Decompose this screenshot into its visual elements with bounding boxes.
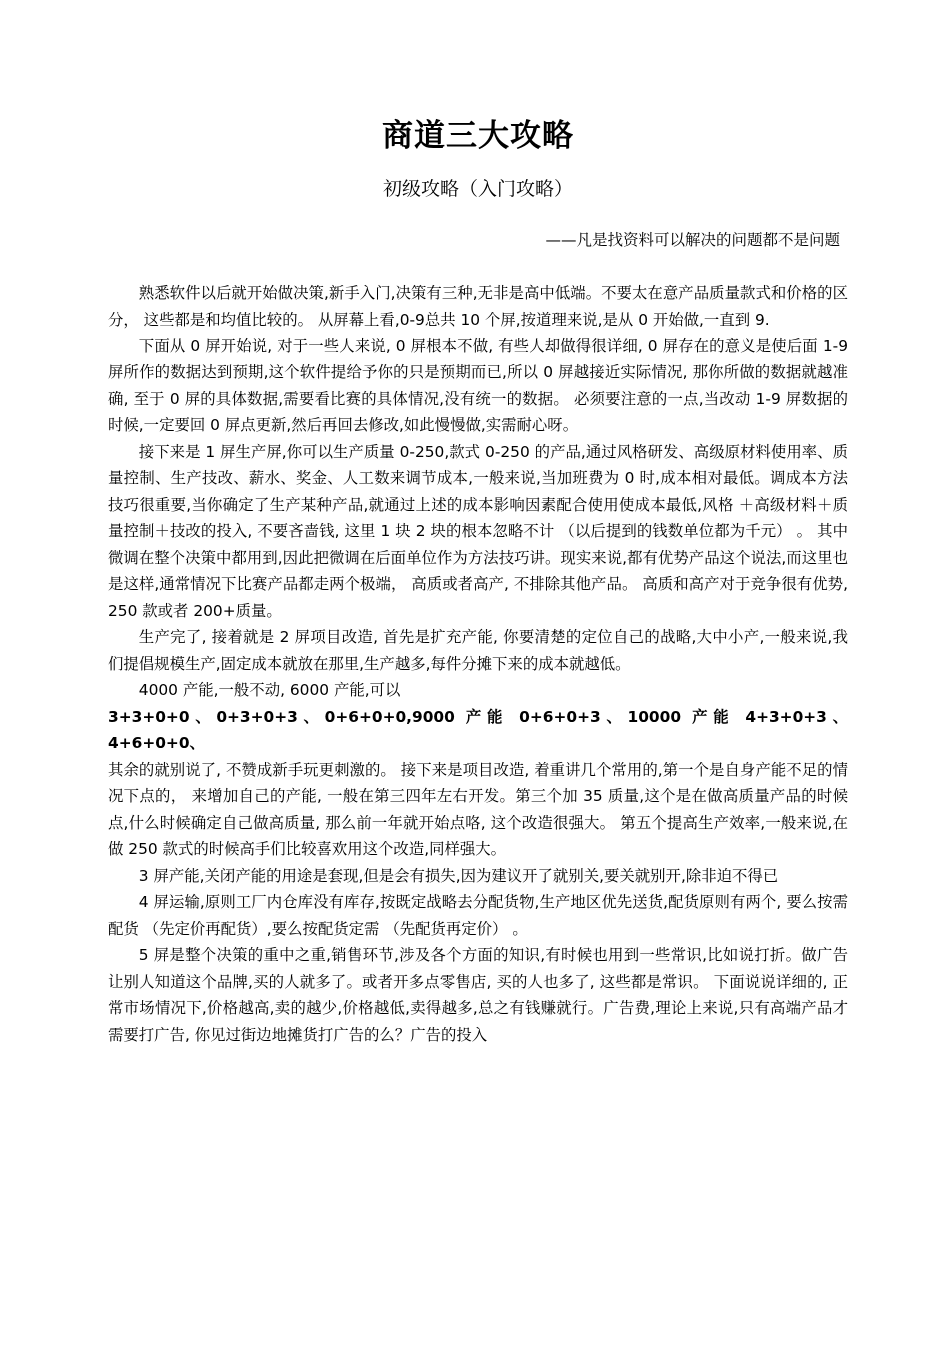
paragraph-capacity-combos: 3+3+0+0、0+3+0+3、0+6+0+0,9000 产能 0+6+0+3、10000 产能 4+3+0+3、4+6+0+0、 xyxy=(108,707,848,753)
paragraph-capacity-note: 4000 产能,一般不动, 6000 产能,可以 xyxy=(138,681,401,700)
paragraph: 生产完了, 接着就是 2 屏项目改造, 首先是扩充产能, 你要清楚的定位自己的战略,大中小产,一般来说,我们提倡规模生产,固定成本就放在那里,生产越多,每件分摊下来的成本就越低。 xyxy=(108,628,848,673)
document-content xyxy=(108,0,848,1048)
paragraph: 其余的就别说了, 不赞成新手玩更刺激的。 接下来是项目改造, 着重讲几个常用的,第一个是自身产能不足的情况下点的， 来增加自己的产能, 一般在第三四年左右开发。第三个加 35 质量,这个是在做高质量产品的时候点,什么时候确定自己做高质量, 那么前一年就开始点咯, 这个改造很强大。 第五个提高生产效率,一般来说,在做 250 款式的时候高手们比较喜欢用这个改造,同样强大。 xyxy=(108,760,848,859)
paragraph: 下面从 0 屏开始说, 对于一些人来说, 0 屏根本不做, 有些人却做得很详细, 0 屏存在的意义是使后面 1-9 屏所作的数据达到预期,这个软件提给予你的只是预期而已,所以 0 屏越接近实际情况, 那你所做的数据就越准确, 至于 0 屏的具体数据,需要看比赛的具体情况,没有统一的数据。 必须要注意的一点,当改动 1-9 屏数据的时候,一定要回 0 屏点更新,然后再回去修改,如此慢慢做,实需耐心呀。 xyxy=(108,336,848,435)
paragraph: 接下来是 1 屏生产屏,你可以生产质量 0-250,款式 0-250 的产品,通过风格研发、高级原材料使用率、质量控制、生产技改、薪水、奖金、人工数来调节成本,一般来说,当加班费为 0 时,成本相对最低。调成本方法技巧很重要,当你确定了生产某种产品,就通过上述的成本影响因素配合使用使成本最低,风格 ＋高级材料＋质量控制＋技改的投入, 不要吝啬钱, 这里 1 块 2 块的根本忽略不计 （以后提到的钱数单位都为千元） 。 其中微调在整个决策中都用到,因此把微调在后面单位作为方法技巧讲。现实来说,都有优势产品这个说法,而这里也是这样,通常情况下比赛产品都走两个极端， 高质或者高产, 不排除其他产品。 高质和高产对于竞争很有优势, 250 款或者 200+质量。 xyxy=(108,442,848,620)
page-title: 商道三大攻略 xyxy=(382,118,574,154)
paragraph: 4 屏运输,原则工厂内仓库没有库存,按既定战略去分配货物,生产地区优先送货,配货原则有两个, 要么按需配货 （先定价再配货）,要么按配货定需 （先配货再定价） 。 xyxy=(108,893,848,938)
page-tagline: ——凡是找资料可以解决的问题都不是问题 xyxy=(545,230,840,249)
paragraph: 3 屏产能,关闭产能的用途是套现,但是会有损失,因为建议开了就别关,要关就别开,除非迫不得已 xyxy=(138,866,779,885)
paragraph: 熟悉软件以后就开始做决策,新手入门,决策有三种,无非是高中低端。不要太在意产品质量款式和价格的区分， 这些都是和均值比较的。 从屏幕上看,0-9总共 10 个屏,按道理来说,是从 0 开始做,一直到 9. xyxy=(108,284,848,329)
paragraph: 5 屏是整个决策的重中之重,销售环节,涉及各个方面的知识,有时候也用到一些常识,比如说打折。做广告让别人知道这个品牌,买的人就多了。或者开多点零售店, 买的人也多了, 这些都是常识。 下面说说详细的, 正常市场情况下,价格越高,卖的越少,价格越低,卖得越多,总之有钱赚就行。广告费,理论上来说,只有高端产品才需要打广告, 你见过街边地摊货打广告的么？广告的投入 xyxy=(108,946,848,1044)
document-body xyxy=(108,250,848,1048)
page-subtitle: 初级攻略（入门攻略） xyxy=(382,178,573,201)
